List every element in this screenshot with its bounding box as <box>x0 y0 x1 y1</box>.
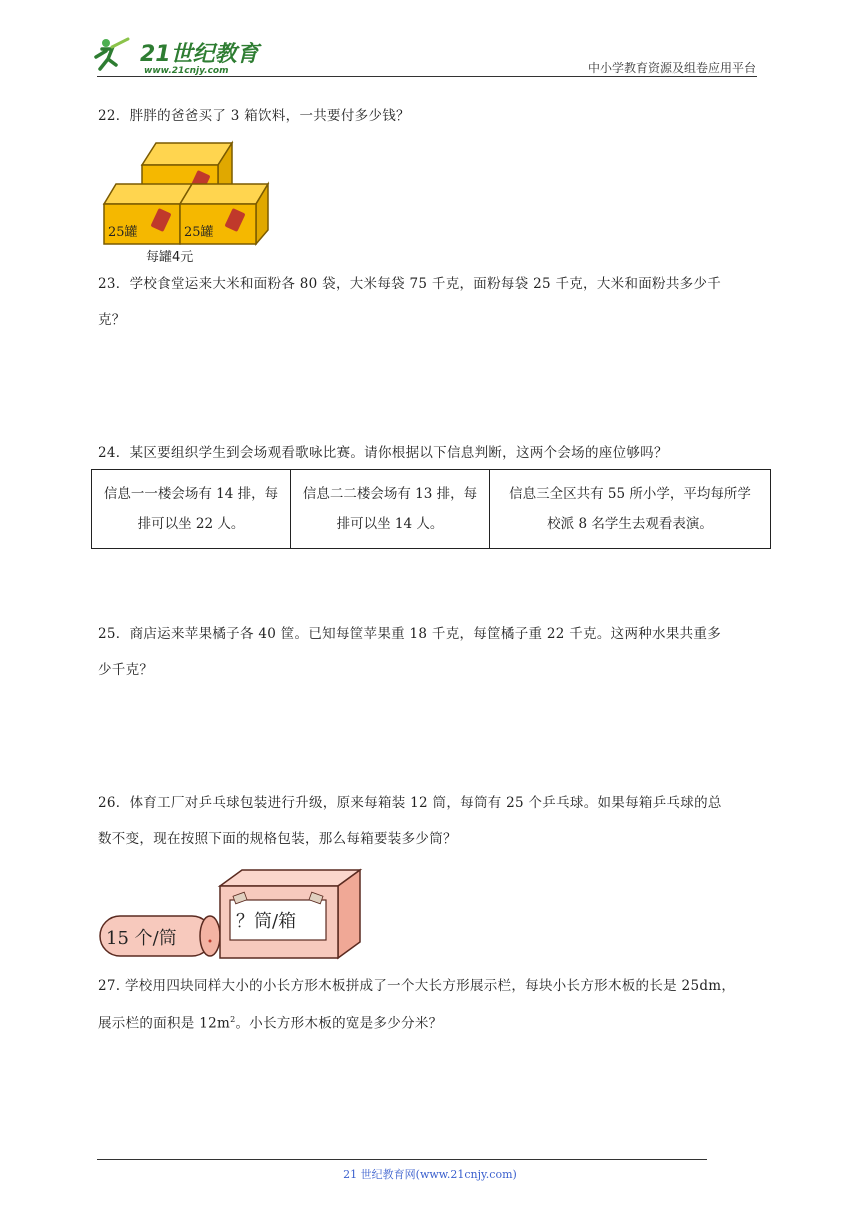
question-27-line1: 27. 学校用四块同样大小的小长方形木板拼成了一个大长方形展示栏，每块小长方形木板的长是 25dm， <box>98 978 736 994</box>
logo-url-text: www.21cnjy.com <box>144 66 229 76</box>
drink-box-left <box>104 184 192 244</box>
svg-text:25罐: 25罐 <box>108 225 138 240</box>
site-logo <box>92 35 267 77</box>
info-cell-2: 信息二二楼会场有 13 排，每 排可以坐 14 人。 <box>291 470 490 549</box>
platform-name: 中小学教育资源及组卷应用平台 <box>587 61 756 75</box>
question-24: 24．某区要组织学生到会场观看歌咏比赛。请你根据以下信息判断，这两个会场的座位够吗？ <box>98 445 668 461</box>
header-divider <box>97 76 757 77</box>
drink-box-right <box>180 184 268 244</box>
question-25-line2: 少千克？ <box>98 662 154 678</box>
question-23-line2: 克？ <box>98 312 126 328</box>
footer-link[interactable]: 21 世纪教育网(www.21cnjy.com) <box>343 1168 517 1181</box>
question-22: 22．胖胖的爸爸买了 3 箱饮料，一共要付多少钱？ <box>98 108 410 124</box>
question-26-line1: 26．体育工厂对乒乓球包装进行升级，原来每箱装 12 筒，每筒有 25 个乒乓球。如果每箱乒乓球的总 <box>98 795 722 811</box>
package-box <box>220 870 360 958</box>
question-23-line1: 23．学校食堂运来大米和面粉各 80 袋，大米每袋 75 千克，面粉每袋 25 千克，大米和面粉共多少千 <box>98 276 722 292</box>
question-25-line1: 25．商店运来苹果橘子各 40 筐。已知每筐苹果重 18 千克，每筐橘子重 22 千克。这两种水果共重多 <box>98 626 722 642</box>
question-27-line2: 展示栏的面积是 $12m^2$。小长方形木板的宽是多少分米？ <box>98 1015 443 1032</box>
question-26-line2: 数不变，现在按照下面的规格包装，那么每箱要装多少筒？ <box>98 831 457 847</box>
svg-text:25罐: 25罐 <box>184 225 214 240</box>
q26-package-figure <box>98 866 364 960</box>
q22-boxes-figure <box>100 140 272 264</box>
info-cell-1: 信息一一楼会场有 14 排，每 排可以坐 22 人。 <box>92 470 291 549</box>
logo-main-text: 21世纪教育 <box>140 42 259 67</box>
area-exponent: 2 <box>230 1015 236 1024</box>
ball-tube <box>100 916 220 956</box>
svg-text:15 个/筒: 15 个/筒 <box>106 928 177 949</box>
runner-icon <box>96 39 128 69</box>
area-value: 12m <box>199 1015 231 1032</box>
price-label: 每罐4元 <box>146 250 194 264</box>
footer-divider <box>97 1159 707 1160</box>
info-cell-3: 信息三全区共有 55 所小学，平均每所学 校派 8 名学生去观看表演。 <box>490 470 771 549</box>
q24-info-table <box>91 469 771 549</box>
svg-text:？筒/箱: ？筒/箱 <box>236 911 297 932</box>
